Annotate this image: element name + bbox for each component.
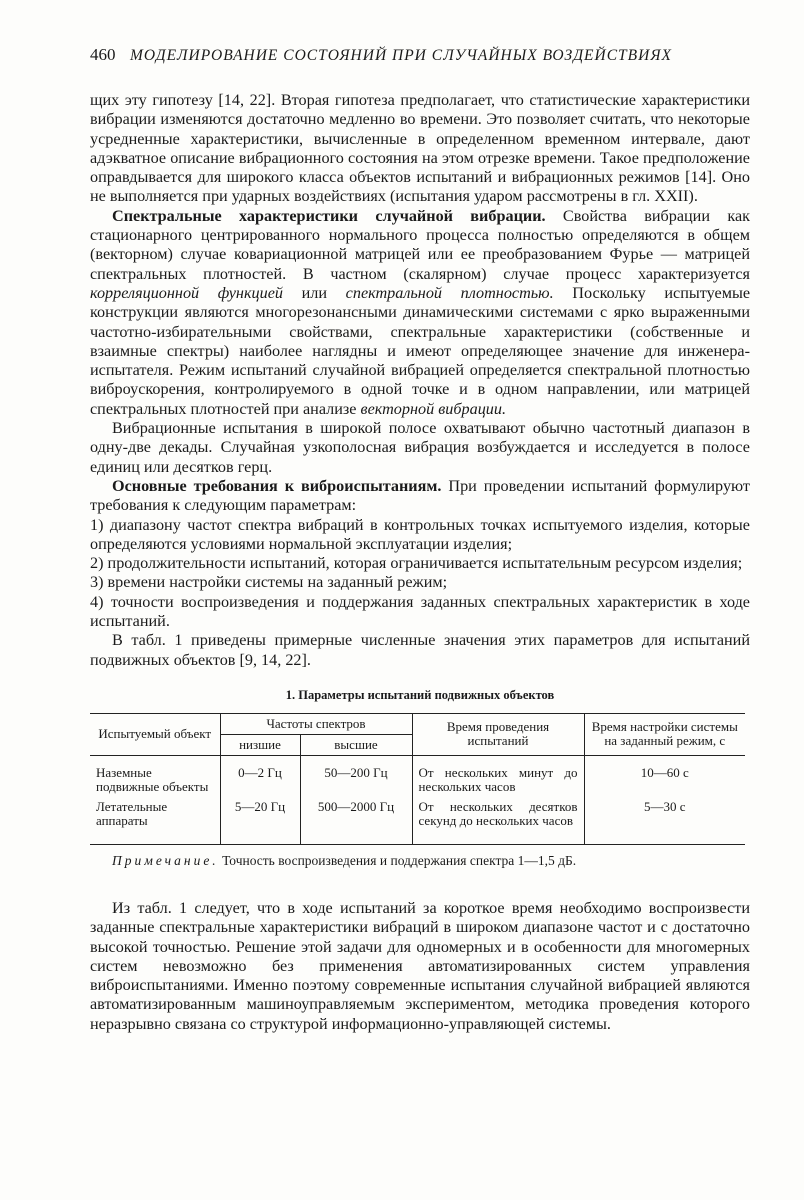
table-caption: 1. Параметры испытаний подвижных объектов xyxy=(285,687,555,702)
col-header-object: Испытуемый объект xyxy=(90,713,220,755)
list-item: 1) диапазону частот спектра вибраций в контрольных точках испытуемого изделия, которые определяются условиями нормальной эксплуатации изделия; xyxy=(90,515,750,553)
cell-low: 5—20 Гц xyxy=(220,797,300,845)
section-heading-spectral: Спектральные характеристики случайной вибрации. xyxy=(112,206,546,225)
col-header-setup: Время настройки системы на заданный режим, с xyxy=(584,713,745,755)
note-label: Примечание. xyxy=(112,852,219,868)
running-title: МОДЕЛИРОВАНИЕ СОСТОЯНИЙ ПРИ СЛУЧАЙНЫХ ВОЗДЕЙСТВИЯХ xyxy=(130,47,672,64)
section-heading-requirements: Основные требования к виброиспытаниям. xyxy=(112,476,442,495)
list-item: 2) продолжительности испытаний, которая ограничивается испытательным ресурсом изделия; xyxy=(90,554,743,573)
paragraph-3: Вибрационные испытания в широкой полосе охватывают обычно частотный диапазон в одну-две декады. Случайная узкополосная вибрация возбуждается и исследуется в полосе единиц или десятков герц. xyxy=(90,419,750,476)
note-text: Точность воспроизведения и поддержания спектра 1—1,5 дБ. xyxy=(218,852,577,868)
cell-duration: От нескольких десятков секунд до нескольких часов xyxy=(412,797,584,845)
paragraph-spectral xyxy=(90,207,750,419)
paragraph-text: Поскольку испытуемые конструкции являются многорезонансными динамическими системами с ярко выраженными частотно-избирательными свойствами, спектральные характеристики (собственные и взаимные спектры) наиболее наглядны и имеют определяющее значение для инженера-испытателя. Режим испытаний случайной вибрацией определяется спектральной плотностью виброускорения, контролируемого в одной точке и в одном направлении, или матрицей спектральных плотностей при анализе xyxy=(90,283,751,418)
cell-duration: От нескольких минут до нескольких часов xyxy=(412,755,584,797)
cell-object: Наземные подвижные объекты xyxy=(90,755,220,797)
col-header-high: высшие xyxy=(300,734,412,755)
table-note xyxy=(90,853,750,869)
col-header-duration: Время проведения испытаний xyxy=(412,713,584,755)
col-header-frequencies: Частоты спектров xyxy=(220,713,412,734)
paragraph-1: щих эту гипотезу [14, 22]. Вторая гипотеза предполагает, что статистические характеристики вибрации изменяются достаточно медленно во времени. Это позволяет считать, что некоторые усредненные характеристики, вычисленные в определенном временном интервале, дают адэкватное описание вибрационного состояния на этом отрезке времени. Такое предположение оправдывается для широкого класса объектов испытаний и вибрационных режимов [14]. Оно не выполняется при ударных воздействиях (испытания ударом рассмотрены в гл. XXII). xyxy=(90,91,750,206)
paragraph-text: или xyxy=(282,283,346,302)
body-text xyxy=(90,91,750,670)
paragraph-text: При проведении испытаний формулируют требования к следующим параметрам: xyxy=(90,476,750,515)
list-item: 3) времени настройки системы на заданный режим; xyxy=(90,573,448,592)
page-header xyxy=(90,45,750,75)
table-row xyxy=(90,797,745,845)
cell-low: 0—2 Гц xyxy=(220,755,300,797)
cell-high: 50—200 Гц xyxy=(300,755,412,797)
cell-object: Летательные аппараты xyxy=(90,797,220,845)
emphasis-term: векторной вибрации. xyxy=(360,399,507,418)
paragraph-6: Из табл. 1 следует, что в ходе испытаний за короткое время необходимо воспроизвести заданные спектральные характеристики вибраций в широком диапазоне частот и с достаточно высокой точностью. Решение этой задачи для одномерных и в особенности для многомерных систем невозможно без применения автоматизированных систем управления виброиспытаниями. Именно поэтому современные испытания случайной вибрацией являются автоматизированным машиноуправляемым экспериментом, методика проведения которого неразрывно связана со структурой информационно-управляющей системы. xyxy=(90,898,750,1033)
body-text-after-table xyxy=(90,899,750,1034)
parameters-table xyxy=(90,713,745,845)
paragraph-5: В табл. 1 приведены примерные численные значения этих параметров для испытаний подвижных объектов [9, 14, 22]. xyxy=(90,631,750,669)
list-item: 4) точности воспроизведения и поддержания заданных спектральных характеристик в ходе испытаний. xyxy=(90,592,750,631)
paragraph-requirements xyxy=(90,477,750,516)
cell-setup: 10—60 с xyxy=(584,755,745,797)
table-row xyxy=(90,755,745,797)
table-header-row xyxy=(90,713,745,734)
emphasis-term: спектральной плотностью. xyxy=(345,283,554,302)
page-number: 460 xyxy=(90,45,116,64)
cell-setup: 5—30 с xyxy=(584,797,745,845)
cell-high: 500—2000 Гц xyxy=(300,797,412,845)
paragraph-text: Свойства вибрации как стационарного центрированного нормального процесса полностью определяются в общем (векторном) случае ковариационной матрицей или ее преобразованием Фурье — матрицей спектральных плотностей. В частном (скалярном) случае процесс характеризуется xyxy=(90,206,750,283)
col-header-low: низшие xyxy=(220,734,300,755)
page xyxy=(90,45,750,1034)
emphasis-term: корреляционной функцией xyxy=(90,283,283,302)
